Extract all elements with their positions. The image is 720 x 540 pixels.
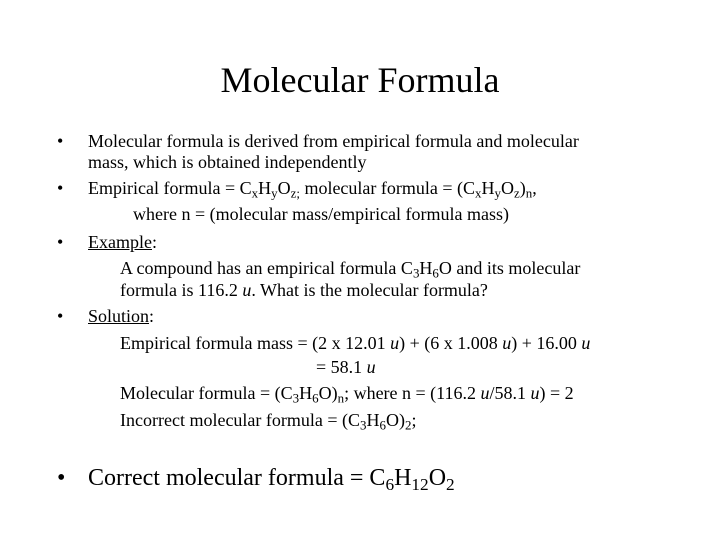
incorrect-formula: Incorrect molecular formula = $(C_3H_6O)_2$; bbox=[120, 410, 417, 433]
bullet-3-symbol: • bbox=[57, 232, 64, 252]
bullet-2-symbol: • bbox=[57, 178, 64, 198]
correct-formula: Correct molecular formula = $C_6H_{12}O_2$ bbox=[88, 465, 455, 494]
bullet-1-text-line-1: Molecular formula is derived from empirical formula and molecular bbox=[88, 131, 579, 151]
empirical-mass-result: = 58.1 u bbox=[316, 357, 376, 377]
slide-title: Molecular Formula bbox=[220, 60, 500, 100]
n-calculation: Molecular formula = $(C_3H_6O)_n$; where n = (116.2 u/58.1 u) = 2 bbox=[120, 383, 574, 406]
empirical-mass-calculation: Empirical formula mass = (2 x 12.01 u) + (6 x 1.008 u) + 16.00 u bbox=[120, 333, 591, 353]
bullet-1-symbol: • bbox=[57, 131, 64, 151]
bullet-4-symbol: • bbox=[57, 306, 64, 326]
n-definition: where n = (molecular mass/empirical formula mass) bbox=[133, 204, 510, 224]
empirical-formula-definition: Empirical formula = $C_xH_yO_{z;}$ molecular formula = $(C_xH_yO_z)_n$, bbox=[88, 178, 537, 201]
example-text-line-1: A compound has an empirical formula $C_3H_6O$ and its molecular bbox=[120, 258, 581, 281]
example-text-line-2: formula is 116.2 u. What is the molecular formula? bbox=[120, 280, 488, 300]
solution-label: Solution: bbox=[88, 306, 155, 326]
example-label: Example: bbox=[88, 232, 157, 252]
bullet-5-symbol: • bbox=[57, 465, 66, 491]
bullet-1-text-line-2: mass, which is obtained independently bbox=[88, 152, 367, 172]
